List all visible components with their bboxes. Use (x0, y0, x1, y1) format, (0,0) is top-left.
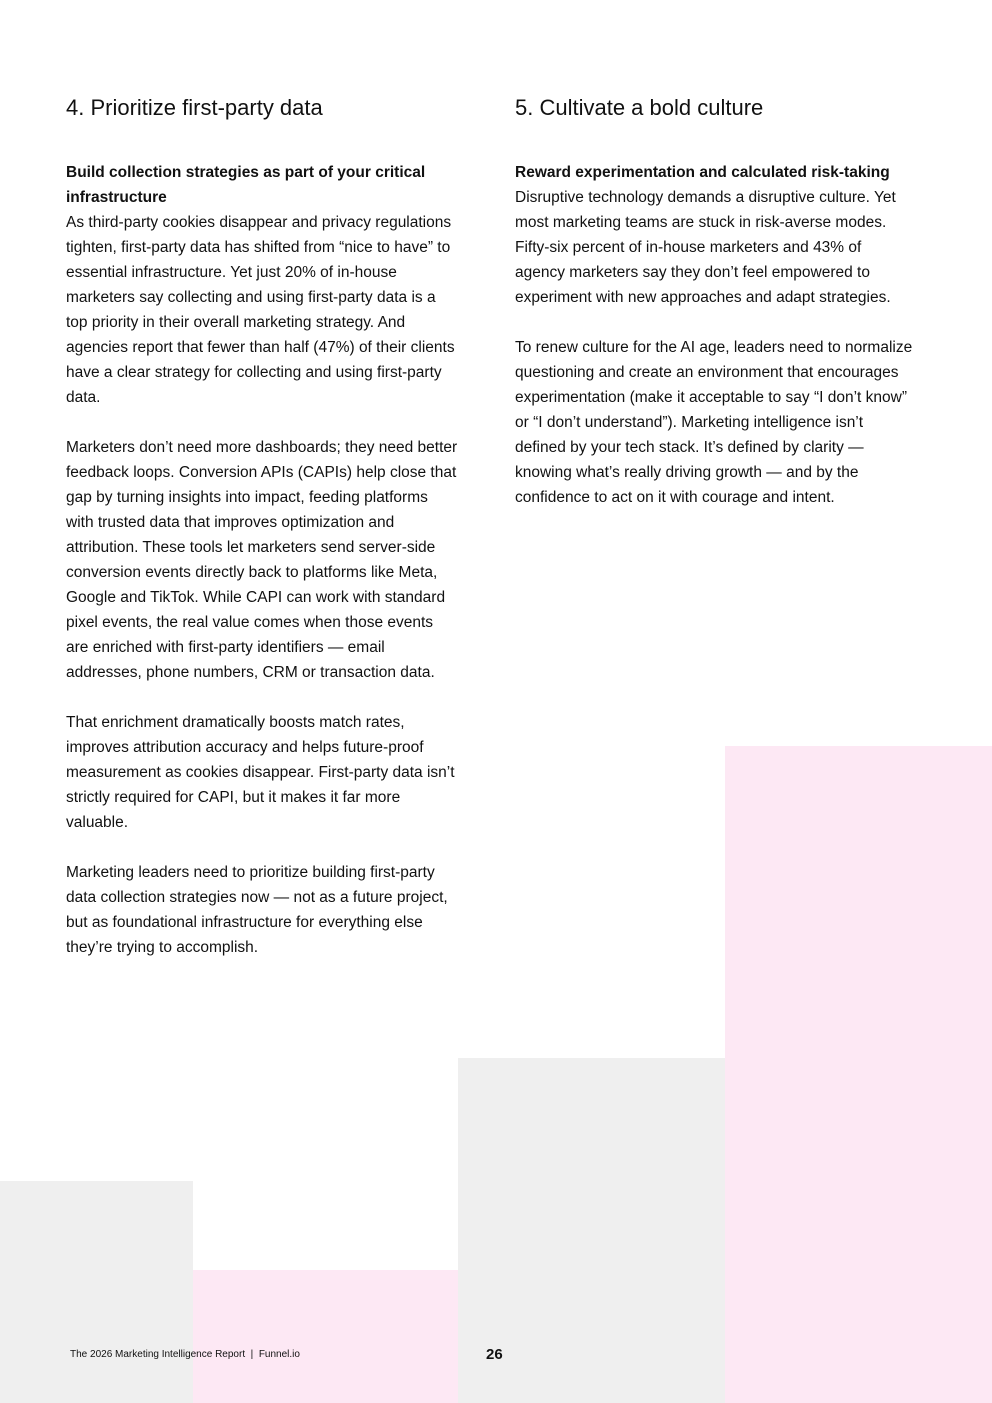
decorative-pink-block-left (193, 1270, 458, 1403)
paragraph: Marketing leaders need to prioritize building first-party data collection strategies now — not as a future project, but as foundational infrastructure for everything else they’re trying to accomplish. (66, 864, 448, 956)
paragraph: Disruptive technology demands a disruptive culture. Yet most marketing teams are stuck in risk-averse modes. Fifty-six percent of in-house marketers and 43% of agency marketers say they don’t feel empowered to experiment with new approaches and adapt strategies. (515, 189, 896, 306)
paragraph: As third-party cookies disappear and privacy regulations tighten, first-party data has shifted from “nice to have” to essential infrastructure. Yet just 20% of in-house marketers say collecting and using first-party data is a top priority in their overall marketing strategy. And agencies report that fewer than half (47%) of their clients have a clear strategy for collecting and using first-party data. (66, 214, 455, 406)
section-subheading: Build collection strategies as part of your critical infrastructure (66, 164, 426, 206)
section-bold-culture (515, 92, 915, 535)
section-heading: 5. Cultivate a bold culture (515, 95, 764, 120)
paragraph: That enrichment dramatically boosts match rates, improves attribution accuracy and helps future-proof measurement as cookies disappear. First-party data isn’t strictly required for CAPI, but it makes it far more valuable. (66, 714, 455, 831)
section-heading: 4. Prioritize first-party data (66, 95, 323, 120)
decorative-pink-block-right (725, 746, 992, 1403)
decorative-grey-block-left (0, 1181, 193, 1403)
paragraph: To renew culture for the AI age, leaders need to normalize questioning and create an environment that encourages experimentation (make it acceptable to say “I don’t know” or “I don’t understand”). Marketing intelligence isn’t defined by your tech stack. It’s defined by clarity — knowing what’s really driving growth — and by the confidence to act on it with courage and intent. (515, 339, 913, 506)
section-first-party-data (66, 92, 458, 985)
footer-report-title: The 2026 Marketing Intelligence Report | Funnel.io (70, 1349, 300, 1360)
section-subheading: Reward experimentation and calculated risk-taking (515, 164, 890, 181)
page-number: 26 (486, 1346, 503, 1363)
paragraph: Marketers don’t need more dashboards; they need better feedback loops. Conversion APIs (CAPIs) help close that gap by turning insights into impact, feeding platforms with trusted data that improves optimization and attribution. These tools let marketers send server-side conversion events directly back to platforms like Meta, Google and TikTok. While CAPI can work with standard pixel events, the real value comes when those events are enriched with first-party identifiers — email addresses, phone numbers, CRM or transaction data. (66, 439, 458, 681)
